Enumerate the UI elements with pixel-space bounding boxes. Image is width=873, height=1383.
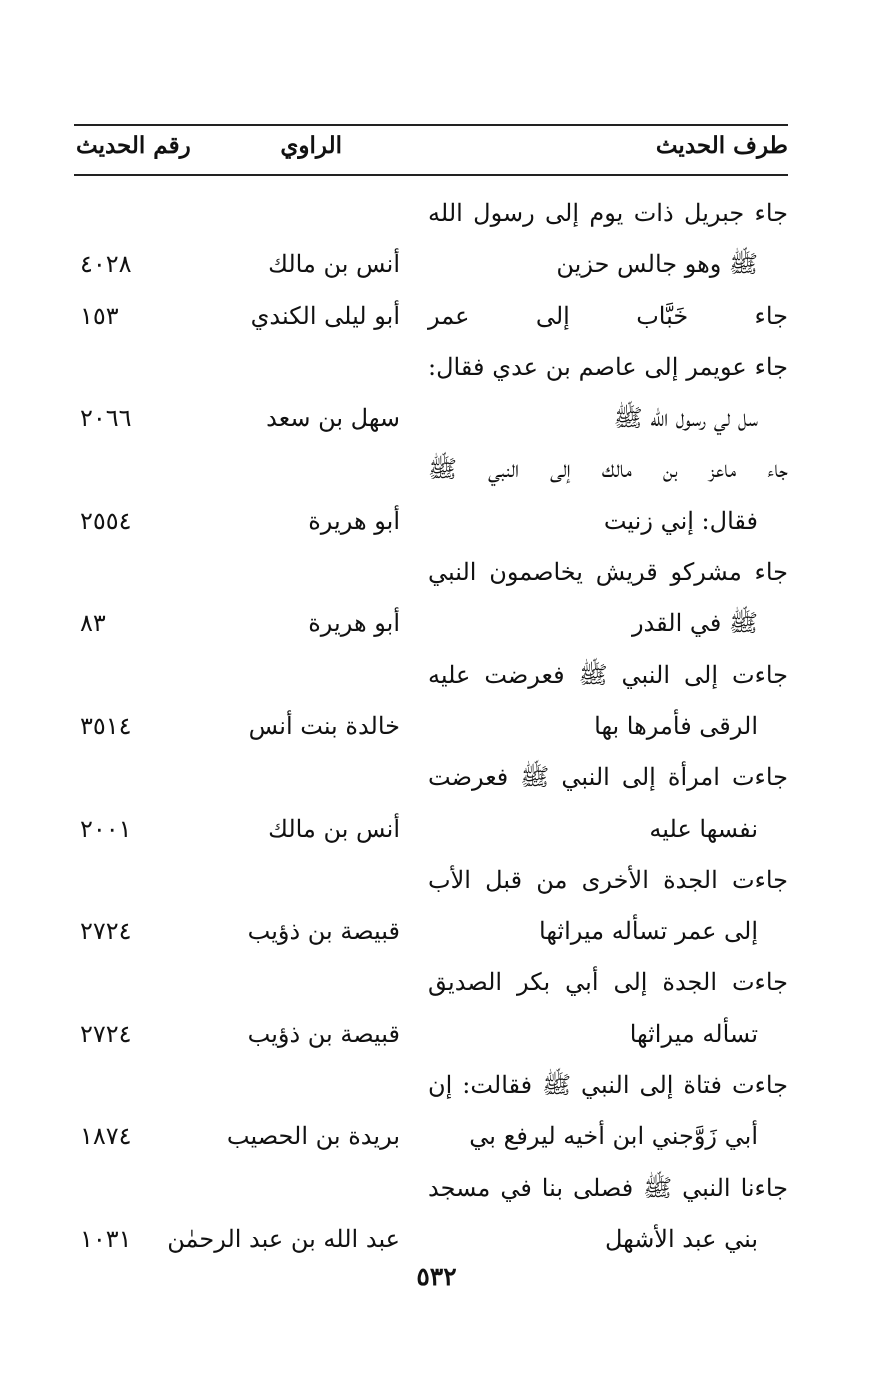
hadith-text-line: جاءنا النبي ﷺ فصلى بنا في مسجد <box>428 1173 788 1202</box>
hadith-number: ١٨٧٤ <box>80 1122 132 1151</box>
table-header <box>74 124 788 176</box>
hadith-text-line: جاءت إلى النبي ﷺ فعرضت عليه <box>428 660 788 689</box>
hadith-number: ٢٥٥٤ <box>80 506 132 535</box>
hadith-index-list <box>74 188 788 1265</box>
narrator: أبو هريرة <box>308 506 400 535</box>
hadith-number: ٣٥١٤ <box>80 711 132 740</box>
hadith-number: ١٥٣ <box>80 301 119 330</box>
narrator: أبو هريرة <box>308 609 400 638</box>
hadith-number: ٢٠٦٦ <box>80 404 132 433</box>
hadith-text-line: فقال: إني زنيت <box>603 506 758 535</box>
index-entry <box>74 444 788 547</box>
hadith-text-line: جاءت فتاة إلى النبي ﷺ فقالت: إن <box>428 1071 788 1100</box>
index-entry <box>74 957 788 1060</box>
hadith-text-line: جاء مشركو قريش يخاصمون النبي <box>428 558 788 587</box>
hadith-number: ٢٠٠١ <box>80 814 132 843</box>
hadith-number: ٢٧٢٤ <box>80 917 132 946</box>
hadith-number: ٢٧٢٤ <box>80 1019 132 1048</box>
narrator: قبيصة بن ذؤيب <box>247 1019 400 1048</box>
column-header-hadith: طرف الحديث <box>655 132 788 159</box>
hadith-text-line: جاء جبريل ذات يوم إلى رسول الله <box>428 199 788 227</box>
hadith-text-line: تسأله ميراثها <box>629 1019 758 1048</box>
index-entry <box>74 650 788 753</box>
narrator: أنس بن مالك <box>268 814 400 843</box>
index-entry <box>74 1163 788 1266</box>
hadith-text-line: بني عبد الأشهل <box>604 1224 758 1253</box>
hadith-text-line: أبي زَوَّجني ابن أخيه ليرفع بي <box>469 1122 758 1151</box>
narrator: سهل بن سعد <box>266 404 400 433</box>
hadith-text-line: جاء خَبَّاب إلى عمر <box>428 301 788 330</box>
index-entry <box>74 547 788 650</box>
hadith-text-line: إلى عمر تسأله ميراثها <box>539 917 758 946</box>
column-header-number: رقم الحديث <box>76 132 191 159</box>
narrator: عبد الله بن عبد الرحمٰن <box>167 1224 400 1253</box>
narrator: أبو ليلى الكندي <box>250 301 400 330</box>
index-entry <box>74 752 788 855</box>
hadith-text-line: جاءت امرأة إلى النبي ﷺ فعرضت <box>428 763 788 792</box>
column-header-narrator: الراوي <box>280 132 342 159</box>
hadith-text-line: جاء ماعز بن مالك إلى النبي ﷺ <box>428 455 788 484</box>
index-entry <box>74 1060 788 1163</box>
hadith-text-line: جاءت الجدة إلى أبي بكر الصديق <box>428 968 788 997</box>
hadith-number: ٤٠٢٨ <box>80 250 132 279</box>
index-entry <box>74 855 788 958</box>
index-entry <box>74 291 788 342</box>
hadith-text-line: جاء عويمر إلى عاصم بن عدي فقال: <box>428 352 788 381</box>
hadith-text-line: نفسها عليه <box>649 814 758 843</box>
narrator: أنس بن مالك <box>268 250 400 279</box>
page-number: ٥٣٢ <box>416 1262 457 1291</box>
hadith-text-line: ﷺ وهو جالس حزين <box>556 250 758 279</box>
hadith-text-line: الرقى فأمرها بها <box>594 711 758 740</box>
narrator: خالدة بنت أنس <box>248 711 400 740</box>
narrator: بريدة بن الحصيب <box>226 1122 400 1151</box>
hadith-text-line: ﷺ في القدر <box>631 609 758 638</box>
hadith-number: ١٠٣١ <box>80 1224 132 1253</box>
index-entry <box>74 342 788 445</box>
hadith-number: ٨٣ <box>80 609 106 638</box>
narrator: قبيصة بن ذؤيب <box>247 917 400 946</box>
hadith-text-line: سل لي رسول الله ﷺ <box>613 404 758 433</box>
hadith-text-line: جاءت الجدة الأخرى من قبل الأب <box>428 865 788 894</box>
index-entry <box>74 188 788 291</box>
